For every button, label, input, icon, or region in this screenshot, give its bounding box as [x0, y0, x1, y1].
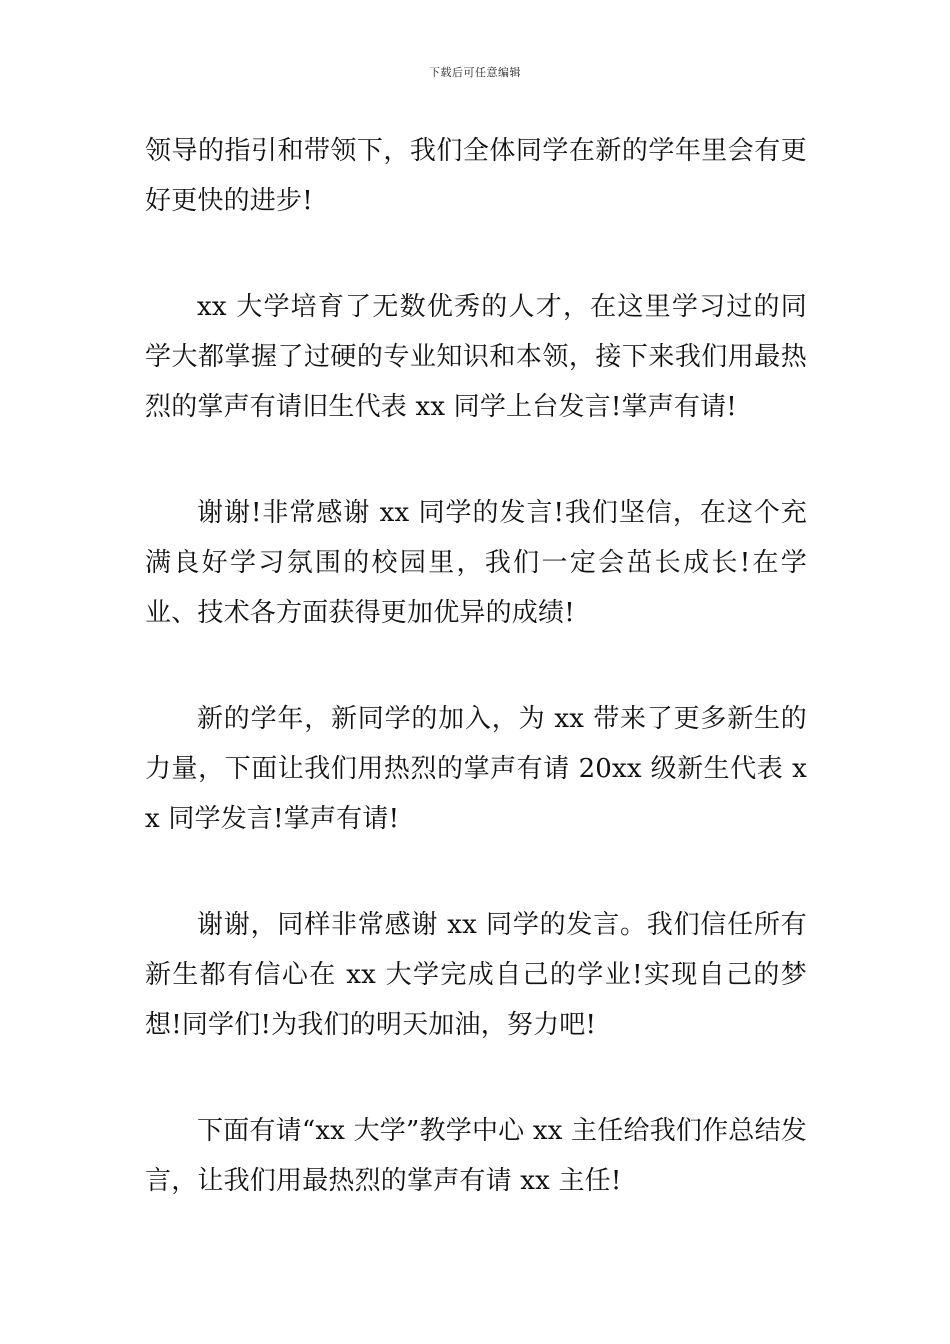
paragraph-4: 新的学年，新同学的加入，为 xx 带来了更多新生的力量，下面让我们用热烈的掌声有请 20xx 级新生代表 xx 同学发言!掌声有请! [145, 704, 807, 834]
page-header: 下载后可任意编辑 [429, 66, 521, 79]
paragraph-6: 下面有请“xx 大学”教学中心 xx 主任给我们作总结发言，让我们用最热烈的掌声有请 xx 主任! [145, 1116, 807, 1196]
paragraph-3: 谢谢!非常感谢 xx 同学的发言!我们坚信，在这个充满良好学习氛围的校园里，我们一定会茁长成长!在学业、技术各方面获得更加优异的成绩! [145, 498, 807, 628]
document-body [145, 126, 807, 1206]
paragraph-1: 领导的指引和带领下，我们全体同学在新的学年里会有更好更快的进步! [145, 136, 807, 216]
paragraph-5: 谢谢，同样非常感谢 xx 同学的发言。我们信任所有新生都有信心在 xx 大学完成自己的学业!实现自己的梦想!同学们!为我们的明天加油，努力吧! [145, 910, 807, 1040]
paragraph-2: xx 大学培育了无数优秀的人才，在这里学习过的同学大都掌握了过硬的专业知识和本领，接下来我们用最热烈的掌声有请旧生代表 xx 同学上台发言!掌声有请! [145, 292, 807, 422]
